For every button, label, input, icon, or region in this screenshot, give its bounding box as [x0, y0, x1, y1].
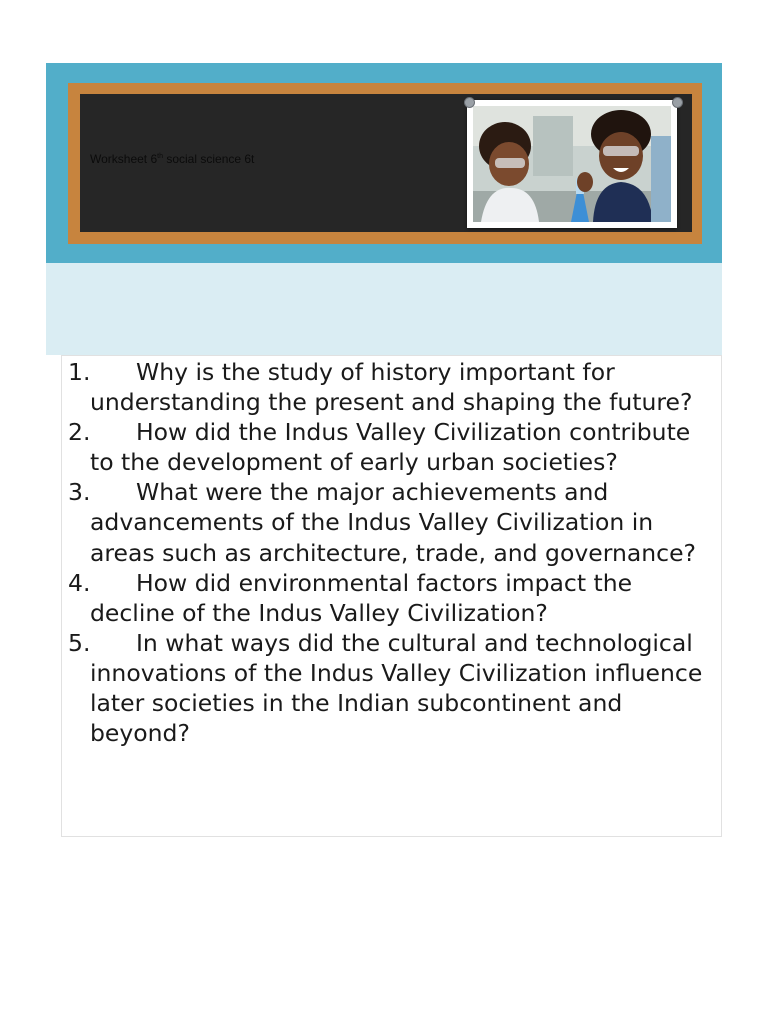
question-number: 1. — [68, 358, 91, 386]
pushpin-icon — [672, 97, 683, 108]
title-suffix: social science 6t — [163, 152, 255, 166]
question-text: How did environmental factors impact the decline of the Indus Valley Civilization? — [90, 568, 633, 627]
question-text: How did the Indus Valley Civilization contribute to the development of early urban societies? — [90, 418, 691, 477]
question-number: 2. — [68, 418, 91, 447]
title-superscript: th — [157, 153, 163, 160]
question-number: 3. — [68, 478, 91, 507]
question-item — [68, 477, 708, 567]
children-science-photo — [473, 106, 671, 222]
question-text: What were the major achievements and advancements of the Indus Valley Civilization in areas such as architecture, trade, and governance? — [90, 478, 697, 567]
question-item — [68, 628, 708, 748]
worksheet-title — [90, 152, 254, 166]
question-item — [68, 417, 708, 477]
question-item — [68, 568, 708, 628]
title-prefix: Worksheet 6 — [90, 152, 158, 166]
question-text: Why is the study of history important for understanding the present and shaping the future? — [90, 358, 693, 417]
questions-list — [68, 357, 708, 748]
question-text: In what ways did the cultural and technological innovations of the Indus Valley Civilization influence later societies in the Indian subcontinent and beyond? — [90, 628, 703, 748]
question-number: 4. — [68, 568, 91, 597]
header-light-band — [46, 263, 722, 355]
question-item — [68, 357, 708, 417]
pinned-photo — [467, 100, 677, 228]
pushpin-icon — [464, 97, 475, 108]
question-number: 5. — [68, 628, 91, 657]
